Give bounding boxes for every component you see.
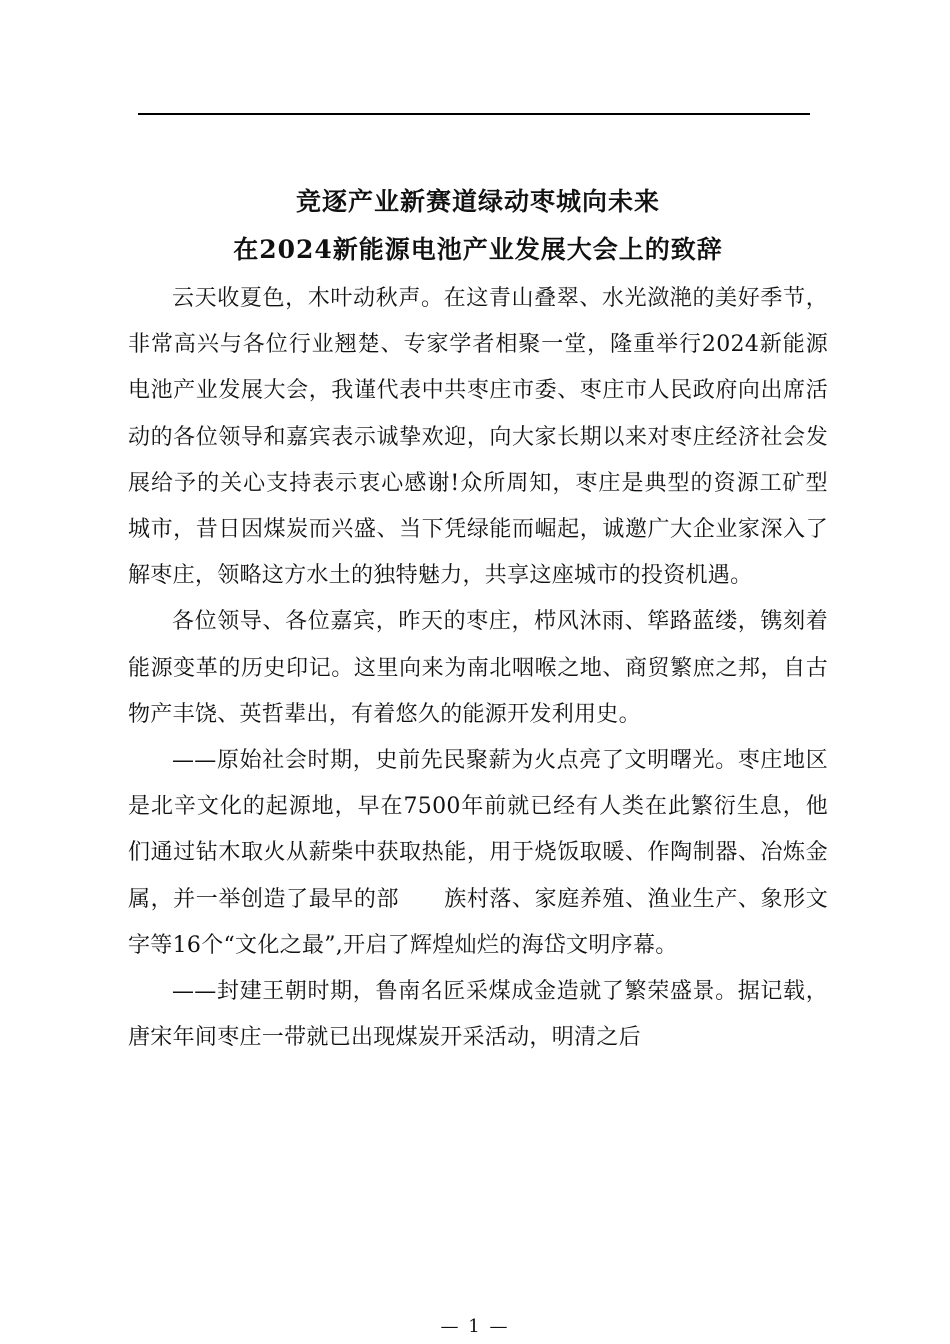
paragraph-3: ——原始社会时期，史前先民聚薪为火点亮了文明曙光。枣庄地区是北辛文化的起源地，早在7500年前就已经有人类在此繁衍生息，他们通过钻木取火从薪柴中获取热能，用于烧饭取暖、作陶制器、冶炼金属，并一举创造了最早的部 族村落、家庭养殖、渔业生产、象形文字等16个“文化之最”,开启了辉煌灿烂的海岱文明序幕。	[128, 748, 828, 958]
title-line-2: 在2024新能源电池产业发展大会上的致辞	[233, 235, 723, 264]
header-rule	[138, 113, 810, 115]
paragraph-2: 各位领导、各位嘉宾，昨天的枣庄，栉风沐雨、筚路蓝缕，镌刻着能源变革的历史印记。这里向来为南北咽喉之地、商贸繁庶之邦，自古物产丰饶、英哲辈出，有着悠久的能源开发利用史。	[128, 609, 828, 727]
page-number: — 1 —	[440, 1316, 510, 1337]
paragraph-4: ——封建王朝时期，鲁南名匠采煤成金造就了繁荣盛景。据记载，唐宋年间枣庄一带就已出现煤炭开采活动，明清之后	[128, 979, 828, 1051]
document-body	[128, 276, 828, 1061]
paragraph-1: 云天收夏色，木叶动秋声。在这青山叠翠、水光潋滟的美好季节，非常高兴与各位行业翘楚、专家学者相聚一堂，隆重举行2024新能源电池产业发展大会，我谨代表中共枣庄市委、枣庄市人民政府向出席活动的各位领导和嘉宾表示诚挚欢迎，向大家长期以来对枣庄经济社会发展给予的关心支持表示衷心感谢!众所周知，枣庄是典型的资源工矿型城市，昔日因煤炭而兴盛、当下凭绿能而崛起，诚邀广大企业家深入了解枣庄，领略这方水土的独特魅力，共享这座城市的投资机遇。	[128, 286, 828, 589]
title-line-1: 竞逐产业新赛道绿动枣城向未来	[295, 187, 660, 216]
document-title	[128, 178, 828, 274]
